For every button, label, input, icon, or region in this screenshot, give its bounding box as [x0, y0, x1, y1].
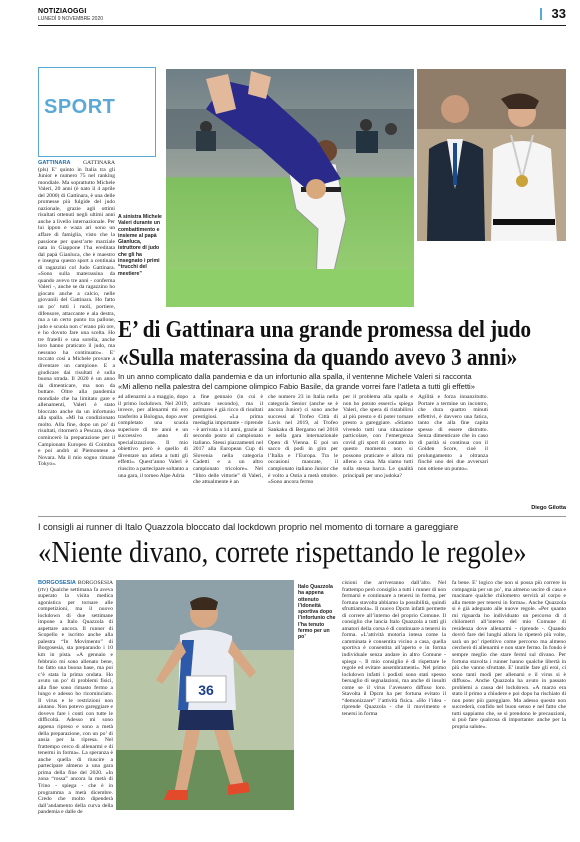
article1-col1-text: GATTINARA (pls) E’ quinto in Italia tra gli Junior e numero 75 nel ranking mondiale. Ma soprattutto Michele Valeri, 20 anni (è nato il 4 aprile del 2000) di Gattinara, è una delle promesse più fulgide del judo nazionale, grazie agli ottimi risultati ottenuti negli ultimi anni anche a livello internazionale. Per lui ippon e waza ari sono un affare di famiglia, visto che la passione per quest’arte marziale nata in Giappone l’ha ereditata dal papà Gianluca, che è maestro e insegna questo sport a centinaia di ragazzini col Judo Gattinara. «Sono sulla materassina da quando avevo tre anni - conferma Valeri -, anche se da ragazzino ho giocato anche a calcio, nelle giovanili del Gattinara. Ho fatto un po’ tutti i ruoli, portiere, difensore, attaccante e ala destra, ma a un certo punto tra pallone, judo e scuola non c’erano più ore, e ho dovuto fare una scelta. Ho tre fratelli e una sorella, anche loro hanno praticato il judo, ma nessuno ha continuato». E’ toccato così a Michele provare a diventare un campione. E a giudicare dai risultati è sulla buona strada. Il 2020 è un anno da dimenticare, ma non da buttare. Oltre alla pandemia mondiale che ha limitato gare e allenamenti, Valeri è stato bloccato anche da un infortunio alla spalla. «Mi ha condizionato molto. Alla fine, dopo un po’ di risultati, ritornerò a Pescara, dove comincerò la preparazione per il Campionato Europeo di Coimbra e poi andrò al Piemontese a Novara. Ma il mio sogno rimane Tokyo».: [38, 160, 115, 468]
page-number: 33: [551, 6, 566, 21]
article1-column-3: a fine gennaio (in cui è arrivato secondo), ma il palmares è già ricco di risultati prestigiosi. «La prima medaglia importante - riprende - è arrivata a 14 anni, grazie al secondo posto al campionato italiano. Stessi piazzamenti nel 2017 alla European Cup di Slovenia nella categoria Cadetti e a un altro campionato tricolore». Nel “libro delle vittorie” di Valeri, che attualmente è an: [193, 394, 263, 486]
section-label: SPORT: [44, 96, 116, 118]
article2-col1-text: BORGOSESIA (rtv) Qualche settimana fa aveva superato la visita medica agonistica per tornare alle competizioni, ma il nuovo lockdown di due settimane impone a Italo Quazzola di aspettare ancora. Il runner di Scopello e iscritto anche alla palestra “In Movimento” di Borgosesia, sta preparando i 10 km in pista. «A gennaio e febbraio mi sono allenato bene, ho fatto una buona base, ma poi c’è stata la prima ondata. Ho avuto un po’ di problemi fisici, alla fine sono rimasto fermo a lungo e adesso ho ricominciato. Il virus e le restrizioni non aiutano. Non potevo gareggiare e dovevo fare i conti con tutte le difficoltà. Adesso mi sono appena ripreso e sono a metà della preparazione, con un po’ di ansia per la ripresa. Nel frattempo cerco di allenarmi e di tenermi in forma». La speranza è anche quella di riuscire a partecipare almeno a una gara prima della fine del 2020. «In zona “rossa” ancora la metà di Trino - spiega - che è in programma a metà dicembre. Credo che molto dipenderà dall’andamento della curva della pandemia e dalle de: [38, 580, 113, 816]
issue-date: LUNEDÌ 9 NOVEMBRE 2020: [38, 16, 104, 22]
article2-column-2: cisioni che arriveranno dall’alto. Nel frattempo però consiglio a tutti i runner di non fermarsi e continuare a tenersi in forma, per fortuna stavolta abbiamo la possibilità, quindi sfruttiamola». Il nuovo Dpcm infatti permette di correre all’interno del proprio Comune. Il consiglio che lancia Italo Quazzola a tutti gli amatori della corsa è di continuare a tenersi in forma. «L’attività motoria intesa come la camminata è consentita vicino a casa, quella sportiva è consentita all’aperto e in forma individuale senza andare in altro Comune - spiega -. Il mio consiglio è di rispettare le regole ed evitare assembramenti». Nel primo lockdown infatti i podisti sono stati spesso bersaglio di segnalazioni, ma anche di insulti come se il virus l’avessero diffuso loro. Stavolta il Dpcm ha per fortuna evitato il “demonizzare” l’attività fisica. «Ho l’idea - riprende Quazzola - che il movimento e tenersi in forma: [342, 580, 446, 717]
runner-photo-image: [116, 580, 294, 810]
article1-column-6: Agilità e forza innanzitutto. Portare a termine un incontro, che dura quattro minuti effettivi, è davvero una fatica, tanto che alla fine capita spesso di essere distrutto. Senza dimenticare che in caso di parità si continua con il Golden Score, cioè il prolungamento a oltranza finché uno dei due avversari non ottiene un punto».: [418, 394, 488, 473]
judo-match-photo: [166, 69, 414, 307]
article1-headline: [118, 316, 532, 372]
article1-column-1: [38, 160, 115, 536]
article2-photo-caption: Italo Quazzola ha appena ottenuto l’idoneità sportiva dopo l’infortunio che l’ha tenuto fermo per un po’: [298, 584, 336, 641]
article1-headline-line1: E’ di Gattinara una grande promessa del judo: [118, 316, 532, 343]
article2-column-3: fa bene. E’ logico che non si possa più correre in compagnia per un po’, ma almeno uscire di casa e macinare qualche chilometro servirà al corpo e alla mente per tenersi in forma». Anche Quazzola si è già adeguato alle nuove regole. «Per quanto mi riguarda ho individuato un percorso di 4 chilometri all’interno del mio Comune di residenza dove allenarmi - riprende -. Quando dovrò fare dei lunghi allora lo ripeterò più volte, sarà un po’ ripetitivo come percorso ma almeno cercherò di allenarmi e non stare fermo. In fondo è sempre meglio che stare fermi sul divano. Per fortuna stavolta i runner hanno qualche libertà in più che vanno sfruttate. E’ inutile fare gli eroi, ci sono tanti modi per allenarsi e il virus si è diffuso». Anche Quazzola ha avuto in passato problemi a causa del lockdown. «A marzo era stato il primo a chiudere e poi dopo ha rischiato di non poter più gareggiare. Ma adesso questo non succederà, confido nel buon senso e nel fatto che tutti sappiamo che, se si prendono le precauzioni, si può fare qualcosa di importante: anche per la propria salute».: [452, 580, 566, 731]
valeri-portrait-photo: [417, 69, 566, 241]
article1-deck-line1: In un anno complicato dalla pandemia e da un infortunio alla spalla, il ventenne Michele Valeri si racconta: [118, 372, 472, 381]
article1-column-2: ad allenarmi a a maggio, dopo il primo lockdown. Nel 2019, invece, per allenarmi mi ero trasferito a Bologna, dopo aver completato una scuola superiore di tre anni e un successivo anno di specializzazione. Il mio obiettivo però è quello di diventare un atleta a tutti gli effetti». Quest’anno Valeri è riuscito a partecipare soltanto a una gara, il torneo Alpe Adria: [118, 394, 188, 479]
article1-deck-line2: «Mi alleno nella palestra del campione olimpico Fabio Basile, da grande vorrei fare l’atleta a tutti gli effetti»: [118, 382, 475, 391]
article1-byline: Diego Gilotta: [531, 505, 566, 511]
dateline: GATTINARA: [38, 160, 71, 166]
article1-column-5: per il problema alla spalla e non ho potuto esserci» spiega Valeri, che spera di ristabilirsi al più presto e di poter tornare presto a gareggiare. «Stiamo vivendo tutti una situazione particolare, con l’emergenza covid gli sport di contatto in questo momento non si possono praticare e allora mi alleno a casa. Ma siamo tutti sulla stessa barca. Le qualità principali per uno judoka?: [343, 394, 413, 479]
newspaper-name: NOTIZIAOGGI: [38, 8, 87, 15]
article1-headline-line2: «Sulla materassina da quando avevo 3 anni»: [118, 344, 518, 371]
judo-photo-image: [166, 69, 414, 307]
article2-kicker: I consigli ai runner di Italo Quazzola bloccato dal lockdown proprio nel momento di tornare a gareggiare: [38, 522, 459, 532]
article2-column-1: [38, 580, 113, 816]
article-divider: [38, 516, 566, 517]
article1-deck: [118, 372, 566, 392]
runner-photo: [116, 580, 294, 810]
portrait-photo-image: [417, 69, 566, 241]
article2-headline: «Niente divano, correte rispettando le regole»: [38, 534, 527, 569]
page-number-accent: [540, 8, 542, 20]
article1-photo-caption: A sinistra Michele Valeri durante un combattimento e insieme al papà Gianluca, istruttore di judo che gli ha insegnato i primi “trucchi del mestiere”: [118, 214, 162, 277]
masthead-rule: [38, 25, 566, 26]
article1-column-4: che numero 23 in Italia nella categoria Senior (anche se è ancora Junior) ci sono anche successi al Trofeo Città di Lavis nel 2019, al Trofeo Sankaku di Bergamo nel 2018 e nella gara internazionale Open di Vienna. E poi un sacco di podi in giro per l’Italia e l’Europa. Tra le occasioni mancate, il campionato italiano Junior che è volto a Ostia a metà ottobre. «Sono ancora fermo: [268, 394, 338, 486]
masthead: [38, 8, 103, 22]
dateline-2: BORGOSESIA: [38, 580, 76, 586]
race-bib-number: 36: [198, 682, 214, 698]
